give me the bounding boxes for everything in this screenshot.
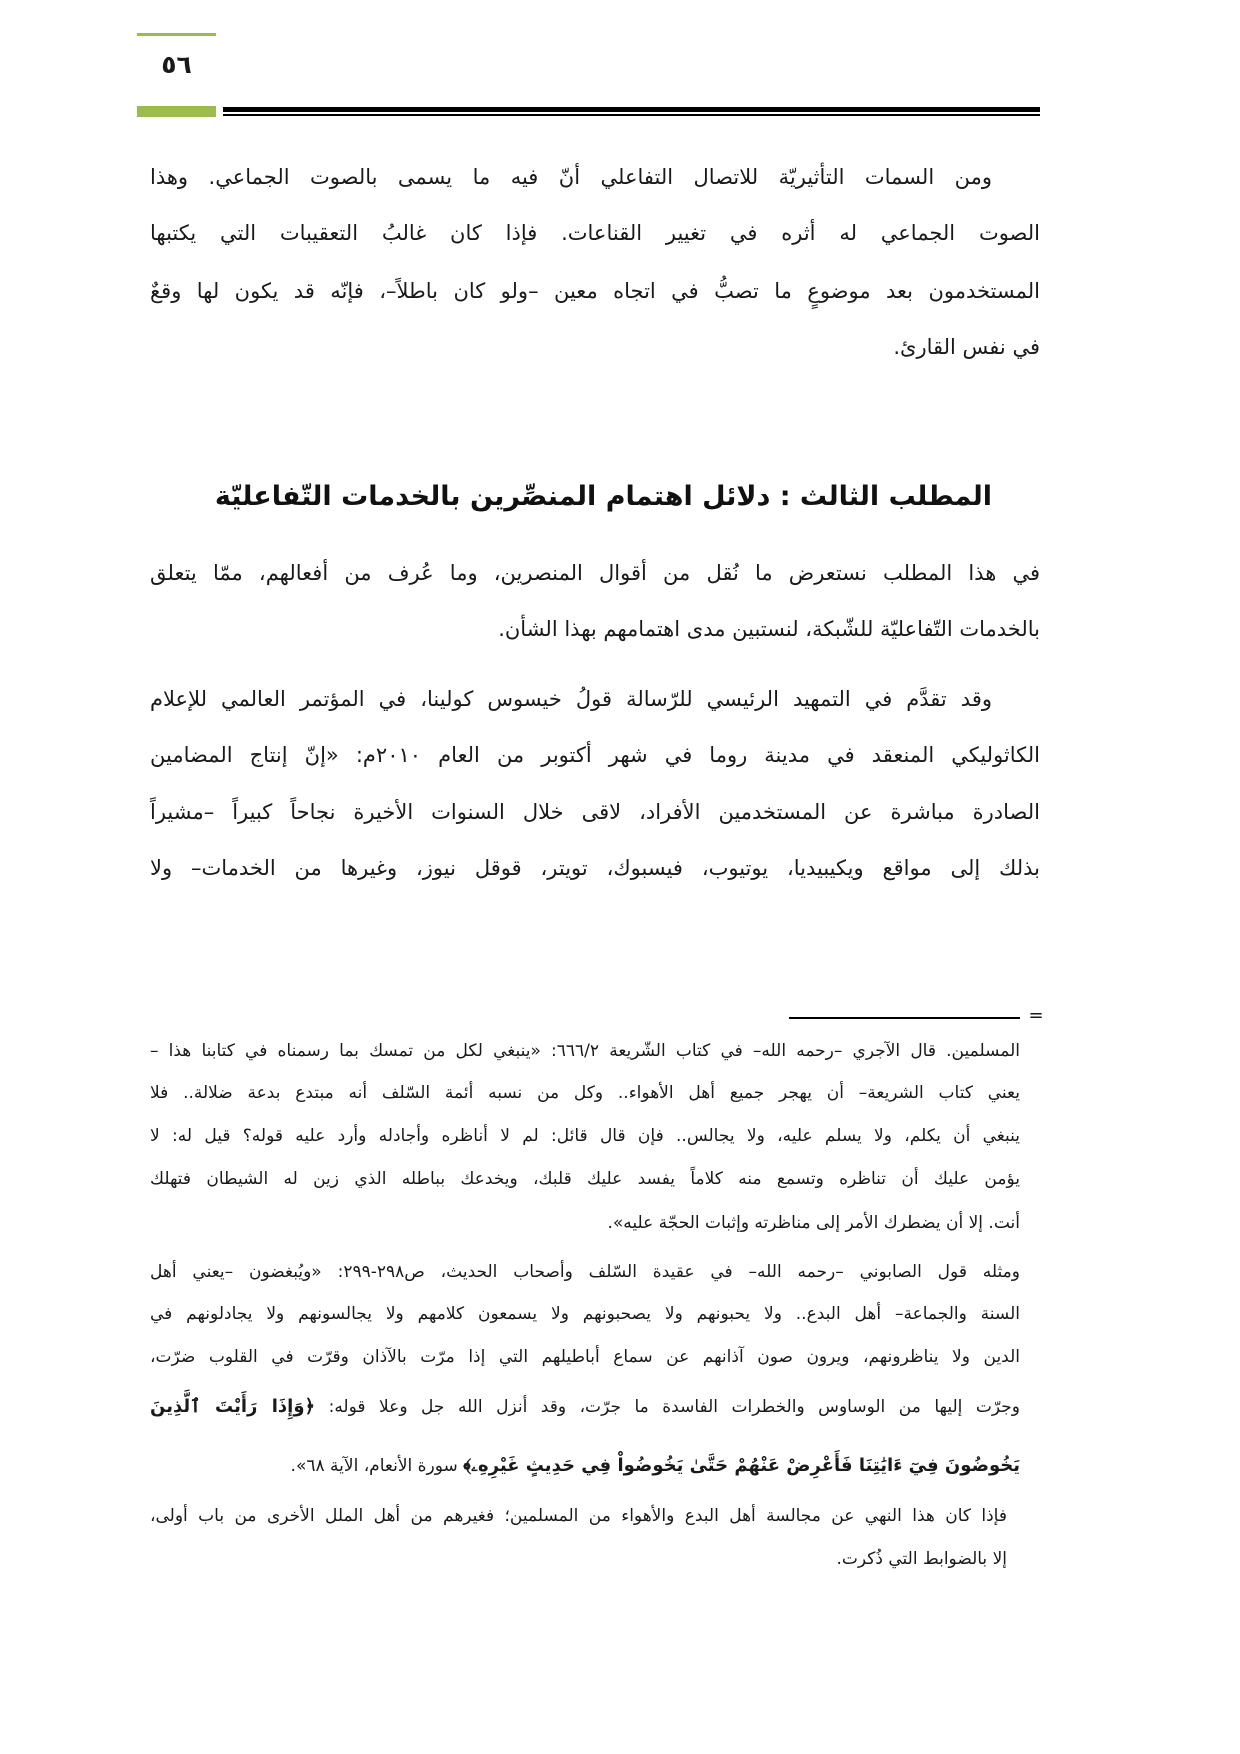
footnote-line: يؤمن عليك أن تناظره وتسمع منه كلاماً يفسد عليك قلبك، ويخدعك بباطله الذي زين له الشيطان فتهلك — [150, 1169, 1020, 1189]
footnote-line — [150, 1445, 1020, 1487]
footnote-line: ومثله قول الصابوني –رحمه الله– في عقيدة السّلف وأصحاب الحديث، ص٢٩٨-٢٩٩: «ويُبغضون –يعني أهل — [150, 1262, 1020, 1282]
footnote-line — [150, 1386, 1020, 1428]
verse-citation: سورة الأنعام، الآية ٦٨». — [290, 1456, 458, 1476]
page-number: ٥٦ — [161, 50, 192, 79]
footnote-line: السنة والجماعة– أهل البدع.. ولا يحبونهم ولا يصحبونهم ولا يسمعون كلامهم ولا يجالسونهم ولا يجادلونهم في — [150, 1304, 1020, 1324]
paragraph-2-line: بالخدمات التّفاعليّة للشّبكة، لنستبين مدى اهتمامهم بهذا الشأن. — [498, 617, 1040, 641]
paragraph-3-line: وقد تقدَّم في التمهيد الرئيسي للرّسالة قولُ خيسوس كولينا، في المؤتمر العالمي للإعلام — [150, 687, 992, 711]
header-accent-line — [137, 33, 216, 36]
footnote-line: يعني كتاب الشريعة– أن يهجر جميع أهل الأهواء.. وكل من نسبه أئمة السّلف أنه مبتدع بدعة ضلالة.. فلا — [150, 1083, 1020, 1103]
paragraph-1-line: المستخدمون بعد موضوعٍ ما تصبُّ في اتجاه معين –ولو كان باطلاً–، فإنّه قد يكون لها وقعٌ — [150, 279, 1040, 303]
footnote-line: فإذا كان هذا النهي عن مجالسة أهل البدع والأهواء من المسلمين؛ فغيرهم من أهل الملل الأخرى من باب أولى، — [150, 1506, 1007, 1526]
paragraph-3-line: الصادرة مباشرة عن المستخدمين الأفراد، لاقى خلال السنوات الأخيرة نجاحاً كبيراً –مشيراً — [150, 800, 1040, 824]
paragraph-1-line: في نفس القارئ. — [893, 335, 1040, 359]
verse-intro: وجرّت إليها من الوساوس والخطرات الفاسدة ما جرّت، وقد أنزل الله جل وعلا قوله: — [328, 1397, 1020, 1417]
header-rule-thin — [223, 114, 1040, 116]
footnote-line: أنت. إلا أن يضطرك الأمر إلى مناظرته وإثبات الحجّة عليه». — [607, 1213, 1020, 1233]
header-rule-thick — [223, 107, 1040, 112]
footnote-line: المسلمين. قال الآجري –رحمه الله– في كتاب الشّريعة ٦٦٦/٢: «ينبغي لكل من تمسك بما رسمناه في كتابنا هذا – — [150, 1041, 1020, 1061]
header-accent-block — [137, 106, 216, 117]
paragraph-3-line: بذلك إلى مواقع ويكيبيديا، يوتيوب، فيسبوك، تويتر، قوقل نيوز، وغيرها من الخدمات– ولا — [150, 856, 1040, 880]
footnote-separator — [789, 1017, 1020, 1019]
section-heading: المطلب الثالث : دلائل اهتمام المنصِّرين بالخدمات التّفاعليّة — [214, 481, 992, 512]
paragraph-1-line: الصوت الجماعي له أثره في تغيير القناعات. فإذا كان غالبُ التعقيبات التي يكتبها — [150, 221, 1040, 245]
paragraph-2-line: في هذا المطلب نستعرض ما نُقل من أقوال المنصرين، وما عُرف من أفعالهم، ممّا يتعلق — [150, 561, 1040, 585]
paragraph-1-line: ومن السمات التأثيريّة للاتصال التفاعلي أنّ فيه ما يسمى بالصوت الجماعي. وهذا — [150, 165, 992, 189]
quran-verse-start: ﴿وَإِذَا رَأَيْتَ ٱلَّذِينَ — [150, 1396, 316, 1417]
footnote-line: الدين ولا يناظرونهم، ويرون صون آذانهم عن سماع أباطيلهم التي إذا مرّت بالآذان وقرّت في القلوب ضرّت، — [150, 1347, 1020, 1367]
footnote-continuation-mark: = — [1028, 1005, 1044, 1026]
quran-verse-end: يَخُوضُونَ فِيٓ ءَايَٰتِنَا فَأَعْرِضْ عَنْهُمْ حَتَّىٰ يَخُوضُواْ فِي حَدِيثٍ غَيْرِهِۦ﴾ — [463, 1455, 1020, 1476]
footnote-line: ينبغي أن يكلم، ولا يسلم عليه، ولا يجالس.. فإن قال قائل: لم لا أناظره وأجادله وأرد عليه قوله؟ قيل له: لا — [150, 1126, 1020, 1146]
footnote-line: إلا بالضوابط التي ذُكرت. — [836, 1549, 1007, 1569]
paragraph-3-line: الكاثوليكي المنعقد في مدينة روما في شهر أكتوبر من العام ٢٠١٠م: «إنّ إنتاج المضامين — [150, 743, 1040, 767]
